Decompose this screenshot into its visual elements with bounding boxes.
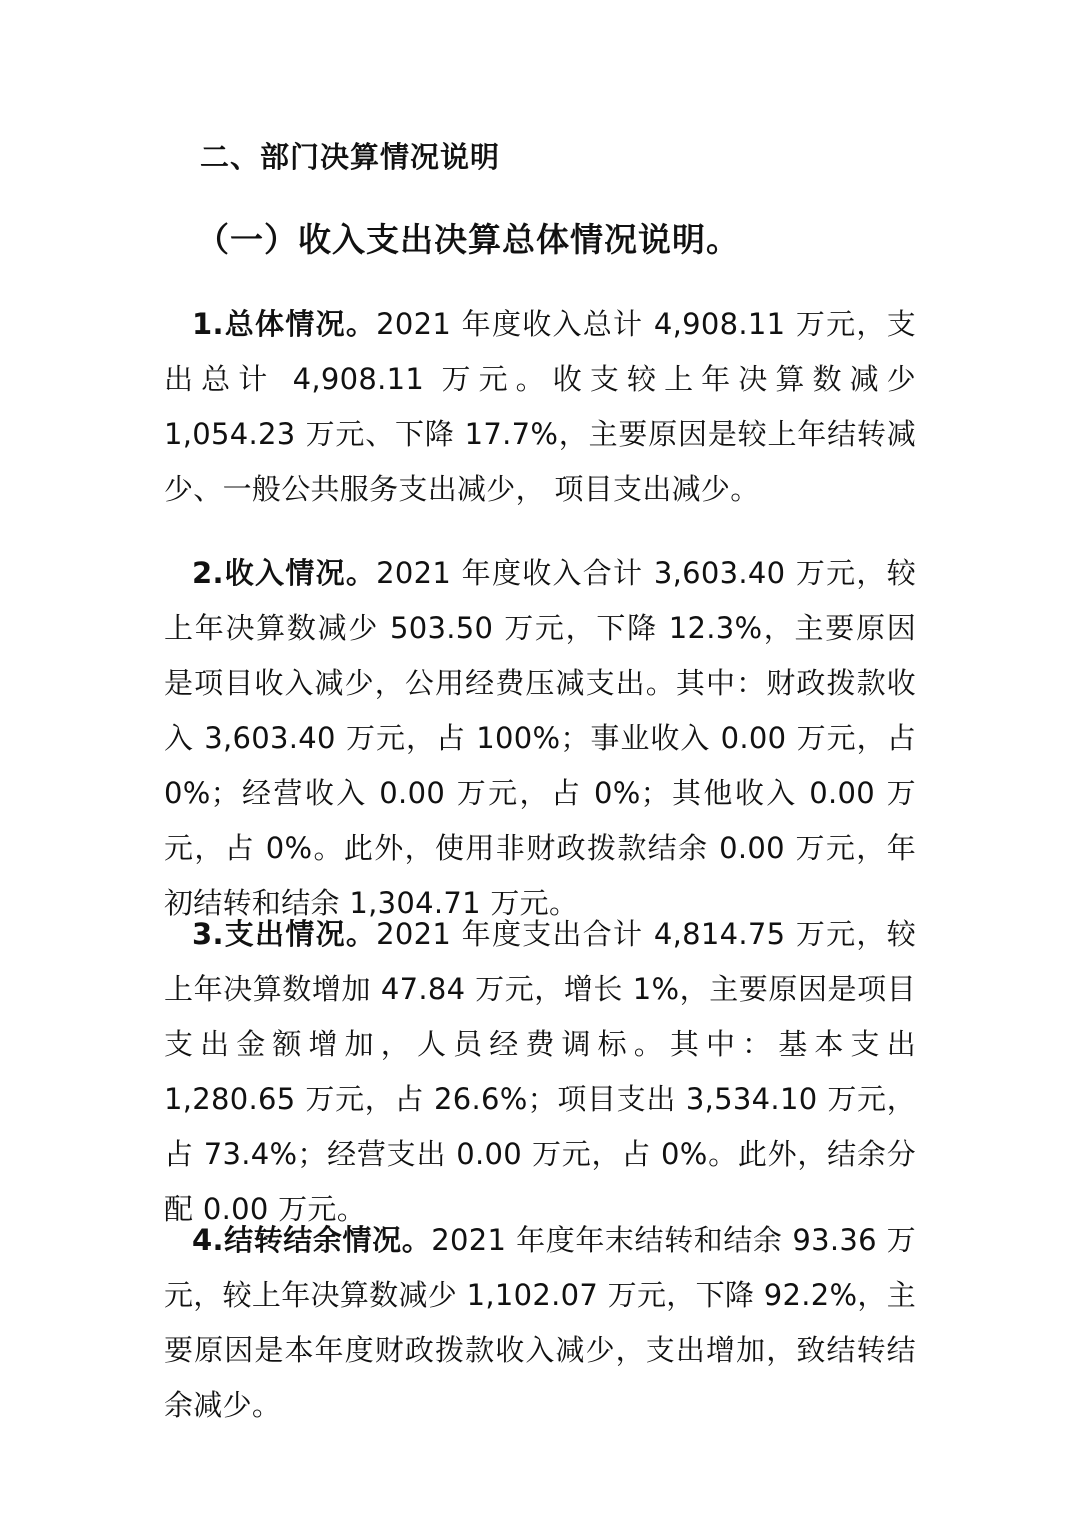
paragraph-lead: 1.总体情况。	[192, 307, 377, 341]
paragraph-text: 2021 年度收入总计 4,908.11 万元，支出总计 4,908.11 万元。收支较上年决算数减少 1,054.23 万元、下降 17.7%，主要原因是较上年结转减少、一般公共服务支出减少， 项目支出减少。	[164, 307, 916, 506]
paragraph-carryover	[164, 1213, 916, 1433]
paragraph-text: 2021 年度年末结转和结余 93.36 万元，较上年决算数减少 1,102.07 万元，下降 92.2%，主要原因是本年度财政拨款收入减少，支出增加，致结转结余减少。	[164, 1223, 916, 1422]
paragraph-income	[164, 546, 916, 931]
paragraph-expenditure	[164, 907, 916, 1237]
paragraph-lead: 2.收入情况。	[192, 556, 377, 590]
paragraph-text: 2021 年度支出合计 4,814.75 万元，较上年决算数增加 47.84 万元，增长 1%，主要原因是项目支出金额增加，人员经费调标。其中：基本支出 1,280.65 万元，占 26.6%；项目支出 3,534.10 万元，占 73.4%；经营支出 0.00 万元，占 0%。此外，结余分配 0.00 万元。	[164, 917, 916, 1226]
paragraph-lead: 3.支出情况。	[192, 917, 377, 951]
paragraph-text: 2021 年度收入合计 3,603.40 万元，较上年决算数减少 503.50 万元，下降 12.3%，主要原因是项目收入减少，公用经费压减支出。其中：财政拨款收入 3,603.40 万元，占 100%；事业收入 0.00 万元，占 0%；经营收入 0.00 万元，占 0%；其他收入 0.00 万元，占 0%。此外，使用非财政拨款结余 0.00 万元，年初结转和结余 1,304.71 万元。	[164, 556, 916, 920]
subsection-title: （一）收入支出决算总体情况说明。	[196, 220, 740, 259]
section-title: 二、部门决算情况说明	[200, 140, 501, 174]
paragraph-overall	[164, 297, 916, 517]
paragraph-lead: 4.结转结余情况。	[192, 1223, 432, 1257]
